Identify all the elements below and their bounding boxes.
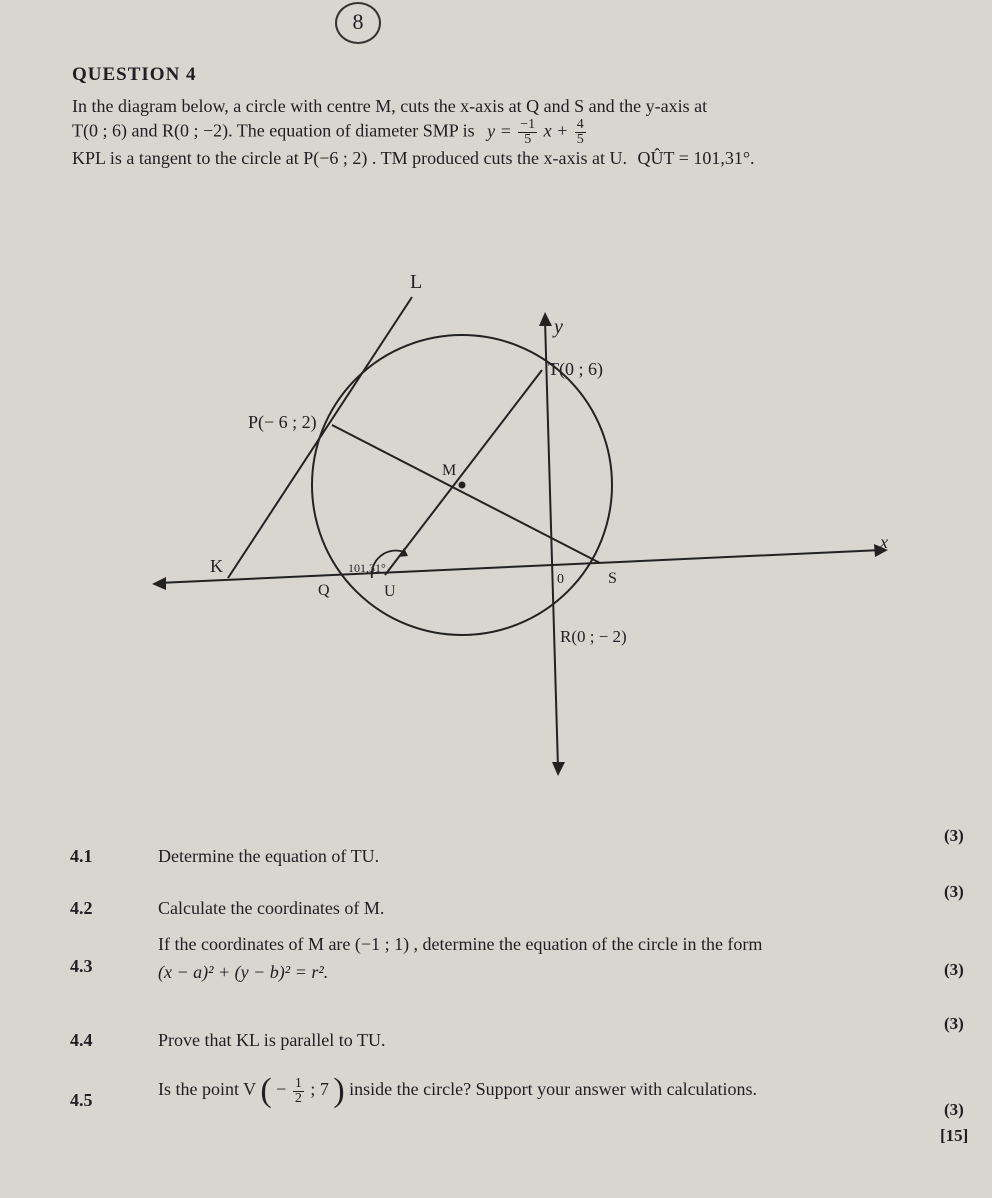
label-t: T(0 ; 6) [548, 359, 603, 379]
equation-fraction-2 [575, 118, 586, 147]
label-angle: 101,31° [348, 561, 386, 575]
angle-label: QÛT [637, 148, 675, 168]
question-4-3-number: 4.3 [70, 956, 93, 976]
intro-line-3 [72, 148, 755, 169]
x-axis-left-arrow [152, 577, 166, 590]
equation-x: x + [543, 120, 569, 141]
point-v-denominator: 2 [294, 1090, 302, 1106]
y-axis [545, 320, 558, 768]
question-title: QUESTION 4 [72, 64, 197, 85]
point-v-rest: ; 7 [310, 1079, 329, 1100]
question-4-4-text: Prove that KL is parallel to TU. [158, 1030, 386, 1050]
intro-line-2-text: T(0 ; 6) and R(0 ; −2). The equation of diameter SMP is [72, 120, 475, 141]
diameter-smp [332, 425, 600, 563]
question-4-1-number: 4.1 [70, 846, 93, 866]
label-o: 0 [557, 572, 564, 587]
label-x: x [880, 532, 888, 552]
label-p: P(− 6 ; 2) [248, 412, 317, 432]
fraction-1-denominator: 5 [524, 132, 532, 147]
label-y: y [554, 316, 563, 338]
label-q: Q [318, 582, 330, 599]
question-4-1-text: Determine the equation of TU. [158, 846, 380, 866]
question-4-5-marks: (3) [944, 1100, 964, 1119]
point-v-fraction [293, 1077, 304, 1106]
page-number: 8 [335, 2, 381, 44]
label-m: M [442, 462, 457, 479]
angle-value: = 101,31°. [678, 148, 755, 168]
y-axis-top-arrow [539, 312, 552, 326]
intro-line-2 [72, 118, 588, 147]
question-4-4-number: 4.4 [70, 1030, 93, 1050]
question-4-2-text: Calculate the coordinates of M. [158, 898, 385, 918]
question-4-3-equation: (x − a)² + (y − b)² = r². [158, 962, 329, 982]
intro-line-3-text: KPL is a tangent to the circle at P(−6 ; 2) . TM produced cuts the x-axis at U. [72, 148, 628, 168]
label-l: L [410, 271, 423, 293]
total-marks: [15] [940, 1126, 969, 1145]
fraction-2-denominator: 5 [576, 132, 584, 147]
question-4-5-text-after: inside the circle? Support your answer with calculations. [349, 1079, 758, 1100]
equation-y: y = [487, 120, 512, 141]
centre-point-m [459, 482, 466, 489]
fraction-2-numerator: 4 [576, 117, 584, 132]
label-u: U [384, 583, 396, 600]
question-4-4-marks: (3) [944, 1014, 964, 1033]
question-4-1-marks: (3) [944, 826, 964, 845]
question-4-2-marks: (3) [944, 882, 964, 901]
angle-arc-arrow [398, 548, 408, 557]
minus-sign: − [276, 1079, 287, 1100]
label-r: R(0 ; − 2) [560, 627, 627, 646]
question-4-5-number: 4.5 [70, 1090, 93, 1110]
label-s: S [608, 570, 617, 587]
fraction-1-numerator: −1 [520, 117, 536, 132]
y-axis-bottom-arrow [552, 762, 565, 776]
line-tu [385, 370, 542, 575]
equation-fraction-1 [518, 118, 537, 147]
question-4-5-text [158, 1072, 757, 1110]
question-4-3-text: If the coordinates of M are (−1 ; 1) , determine the equation of the circle in the form [158, 934, 763, 954]
question-4-2-number: 4.2 [70, 898, 93, 918]
open-paren: ( [260, 1072, 272, 1109]
intro-line-1: In the diagram below, a circle with centre M, cuts the x-axis at Q and S and the y-axis at [72, 96, 708, 116]
label-k: K [210, 556, 223, 576]
close-paren: ) [333, 1072, 345, 1109]
question-4-3-marks: (3) [944, 960, 964, 979]
circle-diagram [0, 240, 992, 800]
x-axis [158, 550, 882, 583]
point-v-numerator: 1 [294, 1075, 302, 1091]
question-4-5-text-before: Is the point V [158, 1079, 256, 1100]
